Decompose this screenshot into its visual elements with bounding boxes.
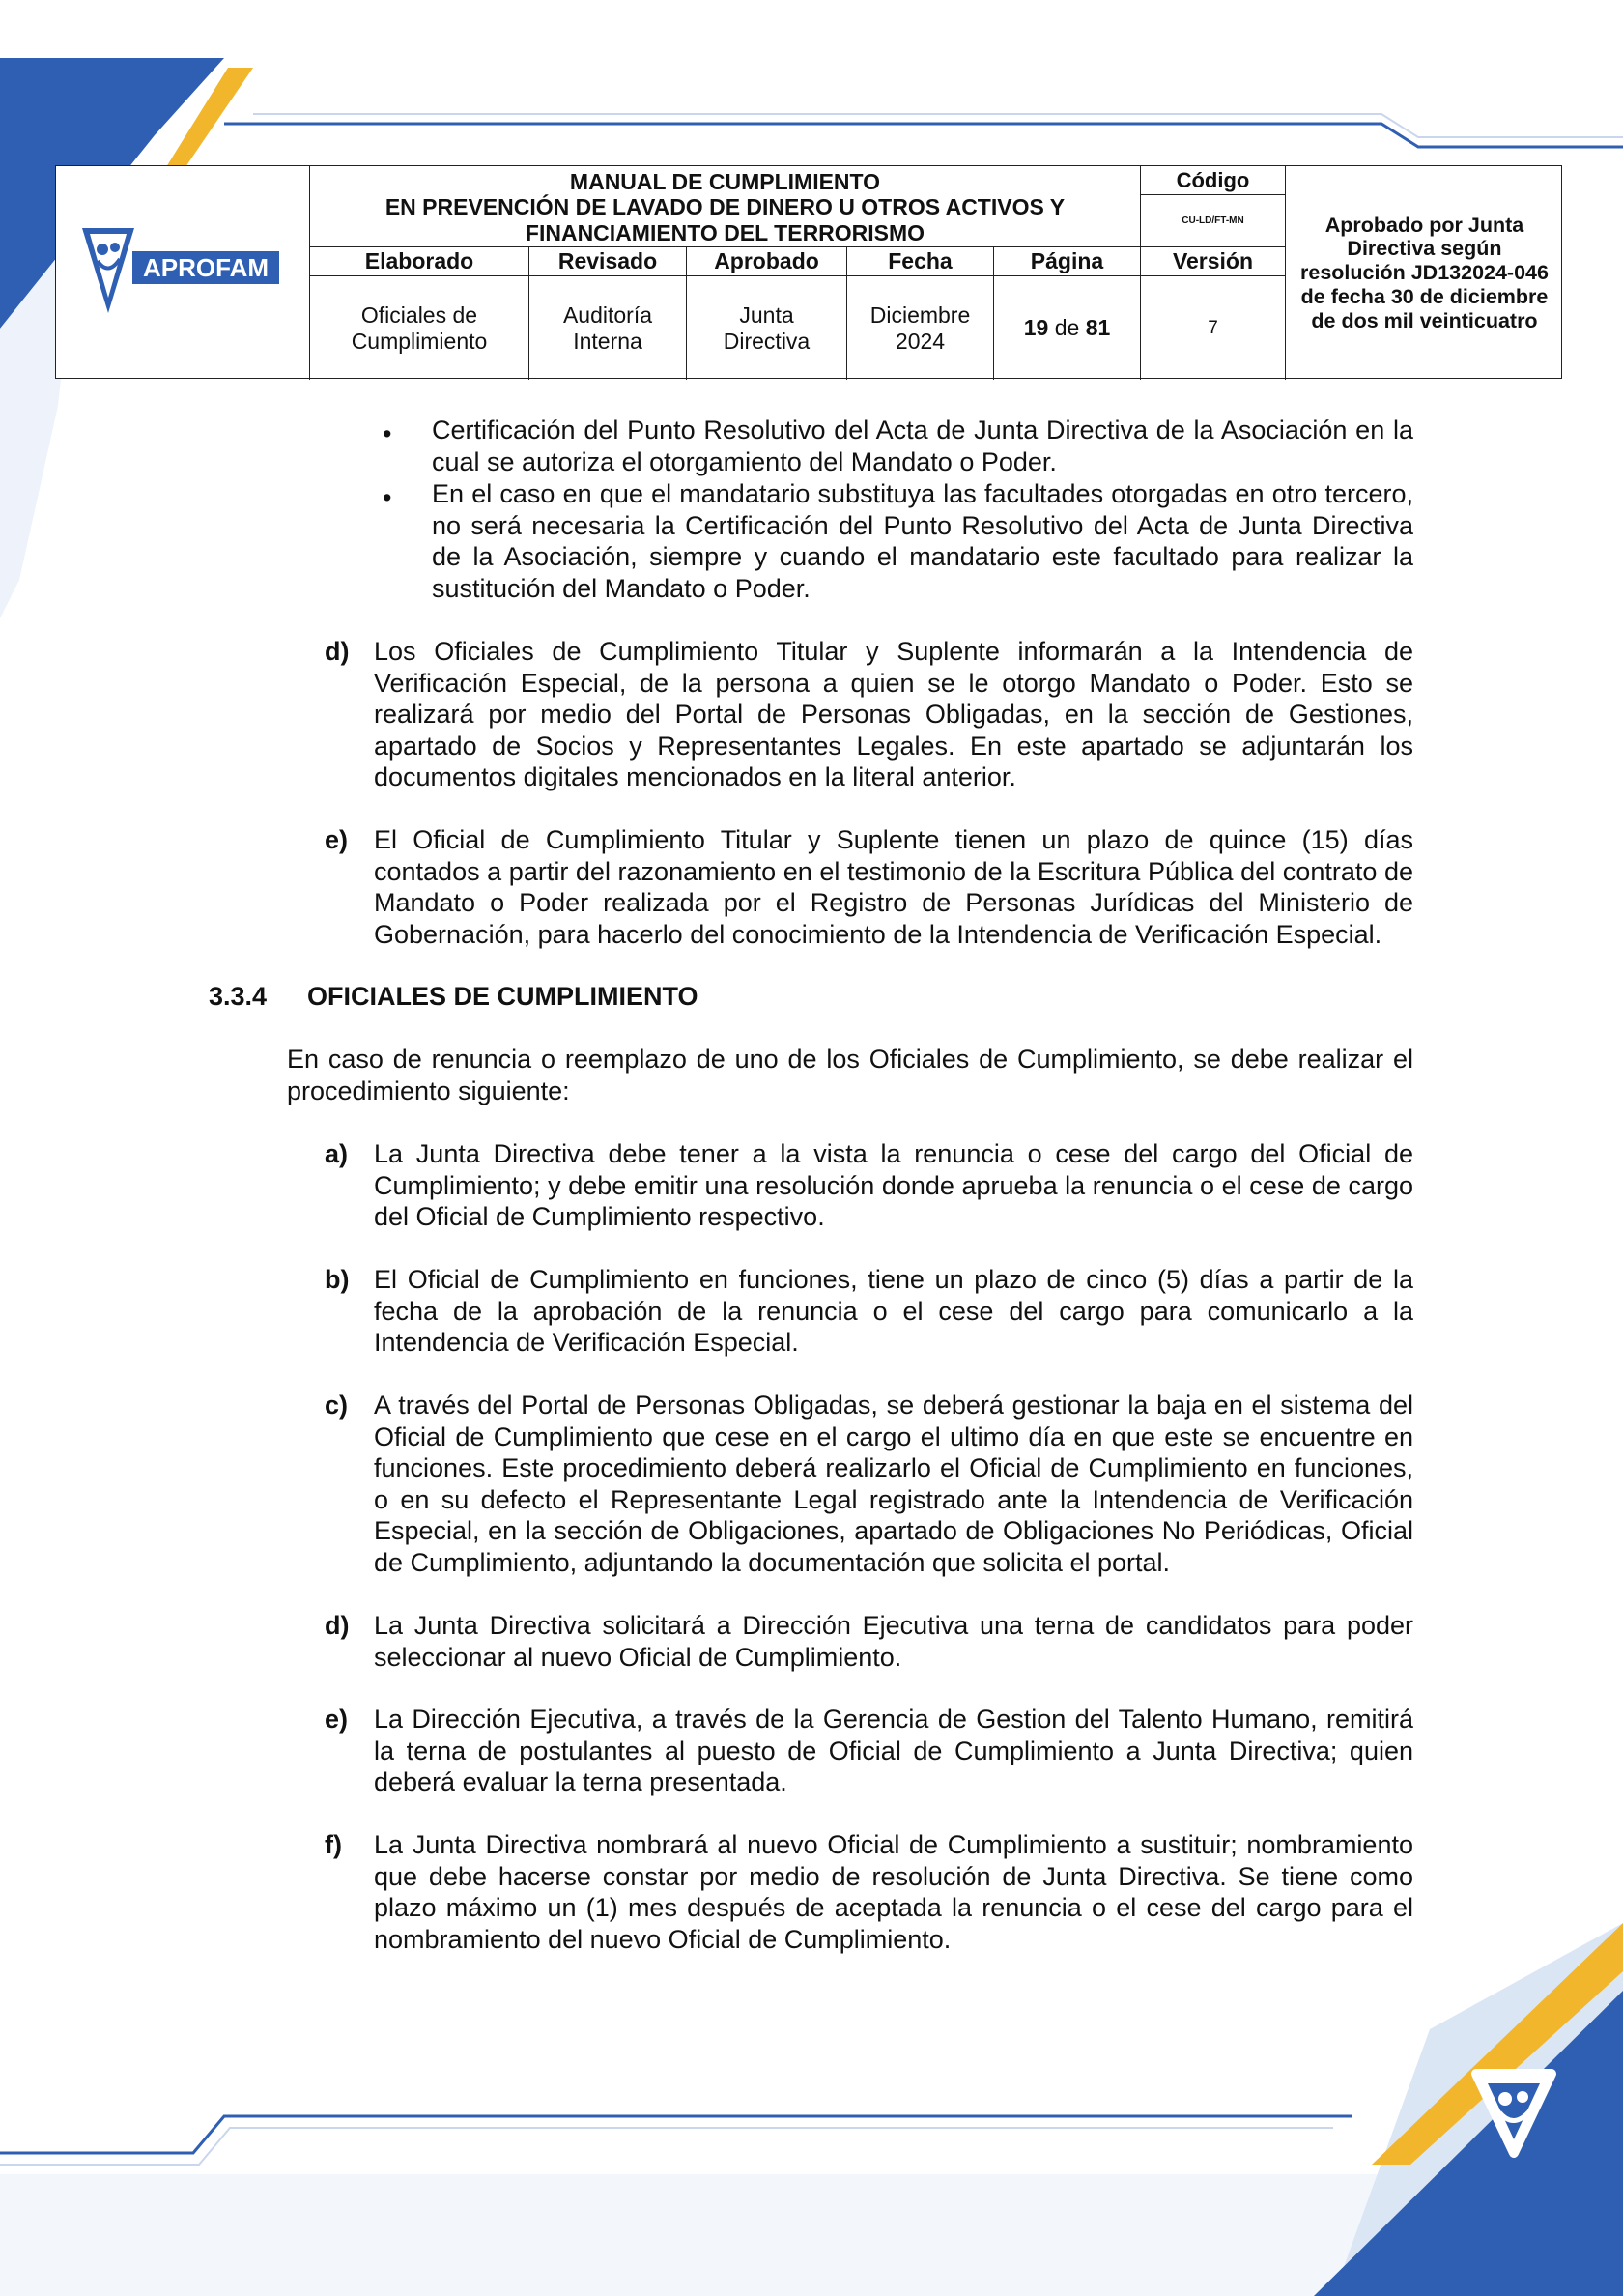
fecha-line-2: 2024 [895,328,946,354]
bullet-symbol: • [383,419,392,448]
list-item-text: El Oficial de Cumplimiento en funciones, tiene un plazo de cinco (5) días a partir de la fecha de la aprobación de la renuncia o el cese del cargo para comunicarlo a la Intendencia de Verificación Especial. [374,1265,1413,1357]
title-line-2: EN PREVENCIÓN DE LAVADO DE DINERO U OTROS ACTIVOS Y [384,194,1066,220]
item-label: f) [325,1830,342,1859]
item-label: b) [325,1265,350,1294]
col-version: Versión [1141,247,1286,276]
top-rule-pale [253,114,1623,137]
logo-cell [56,166,310,380]
approval-line-4: de fecha 30 de diciembre [1300,284,1549,308]
bottom-rule [0,2116,1352,2153]
bullet-symbol: • [383,483,392,512]
document-header-table [55,165,1562,379]
aprobado-value [687,276,847,380]
logo-text: APROFAM [143,252,269,282]
item-label: c) [325,1391,349,1420]
approval-line-2: Directiva según [1347,237,1502,261]
section-title: OFICIALES DE CUMPLIMIENTO [307,982,698,1011]
item-label: e) [325,825,349,854]
col-revisado: Revisado [529,247,687,276]
list-item-text: La Dirección Ejecutiva, a través de la Gerencia de Gestion del Talento Humano, remitirá la terna de postulantes al puesto de Oficial de Cumplimiento a Junta Directiva; quien deberá evaluar la terna presentada. [374,1705,1413,1796]
code-label: Código [1141,166,1286,195]
bullet-item: En el caso en que el mandatario substituya las facultades otorgadas en otro tercero, no será necesaria la Certificación del Punto Resolutivo del Acta de Junta Directiva de la Asociación, siempre y cuando el mandatario este facultado para realizar la sustitución del Mandato o Poder. [432,479,1413,603]
page-of: de [1054,315,1080,341]
list-item-text: El Oficial de Cumplimiento Titular y Suplente tienen un plazo de quince (15) días contados a partir del razonamiento en el testimonio de la Escritura Pública del contrato de Mandato o Poder realizada por el Registro de Personas Jurídicas del Ministerio de Gobernación, para hacerlo del conocimiento de la Intendencia de Verificación Especial. [374,825,1413,949]
revisado-line-2: Interna [573,328,642,354]
page-number [994,276,1141,380]
col-elaborado: Elaborado [310,247,529,276]
title-line-3: FINANCIAMIENTO DEL TERRORISMO [525,219,925,245]
code-value: CU-LD/FT-MN [1141,195,1286,247]
elaborado-value [310,276,529,380]
list-item-text: La Junta Directiva nombrará al nuevo Oficial de Cumplimiento a sustituir; nombramiento que debe hacerse constar por medio de resolución de Junta Directiva. Se tiene como plazo máximo un (1) mes después de aceptada la renuncia o el cese del cargo para el nombramiento del nuevo Oficial de Cumplimiento. [374,1830,1413,1954]
elaborado-line-2: Cumplimiento [351,328,488,354]
top-rule [224,124,1623,147]
list-item-text: La Junta Directiva solicitará a Dirección Ejecutiva una terna de candidatos para poder seleccionar al nuevo Oficial de Cumplimiento. [374,1611,1413,1672]
approval-line-5: de dos mil veinticuatro [1311,308,1538,332]
version-value: 7 [1141,276,1286,380]
revisado-value [529,276,687,380]
col-aprobado: Aprobado [687,247,847,276]
aprobado-line-1: Junta [739,302,794,329]
list-item-text: La Junta Directiva debe tener a la vista la renuncia o cese del cargo del Oficial de Cumplimiento; y debe emitir una resolución donde aprueba la renuncia o el cese de cargo del Oficial de Cumplimiento respectivo. [374,1139,1413,1231]
col-fecha: Fecha [847,247,994,276]
revisado-line-1: Auditoría [562,302,653,329]
elaborado-line-1: Oficiales de [360,302,478,329]
approval-line-3: resolución JD132024-046 [1300,261,1549,285]
fecha-line-1: Diciembre [869,302,971,329]
approval-line-1: Aprobado por Junta [1324,213,1524,237]
fecha-value [847,276,994,380]
item-label: a) [325,1139,349,1168]
page-current: 19 [1023,315,1049,341]
item-label: e) [325,1705,349,1734]
section-number: 3.3.4 [209,982,268,1011]
item-label: d) [325,1611,350,1640]
page-total: 81 [1085,315,1111,341]
bullet-item: Certificación del Punto Resolutivo del Acta de Junta Directiva de la Asociación en la cual se autoriza el otorgamiento del Mandato o Poder. [432,416,1413,476]
list-item-text: A través del Portal de Personas Obligadas, se deberá gestionar la baja en el sistema del Oficial de Cumplimiento que cese en el cargo el ultimo día en que este se encuentre en funciones. Este procedimiento deberá realizarlo el Oficial de Cumplimiento en funciones, o en su defecto el Representante Legal registrado ante la Intendencia de Verificación Especial, en la sección de Obligaciones, apartado de Obligaciones No Periódicas, Oficial de Cumplimiento, adjuntando la documentación que solicita el portal. [374,1391,1413,1577]
aprobado-line-2: Directiva [723,328,811,354]
aprofam-logo [76,220,289,327]
title-line-1: MANUAL DE CUMPLIMIENTO [569,168,881,194]
col-pagina: Página [994,247,1141,276]
intro-paragraph: En caso de renuncia o reemplazo de uno de los Oficiales de Cumplimiento, se debe realizar el procedimiento siguiente: [287,1045,1413,1105]
list-item-text: Los Oficiales de Cumplimiento Titular y Suplente informarán a la Intendencia de Verificación Especial, de la persona a quien se le otorgo Mandato o Poder. Esto se realizará por medio del Portal de Personas Obligadas, en la sección de Gestiones, apartado de Socios y Representantes Legales. En este apartado se adjuntarán los documentos digitales mencionados en la literal anterior. [374,637,1413,791]
item-label: d) [325,637,350,666]
manual-title [310,166,1141,247]
approval-note [1286,166,1563,380]
